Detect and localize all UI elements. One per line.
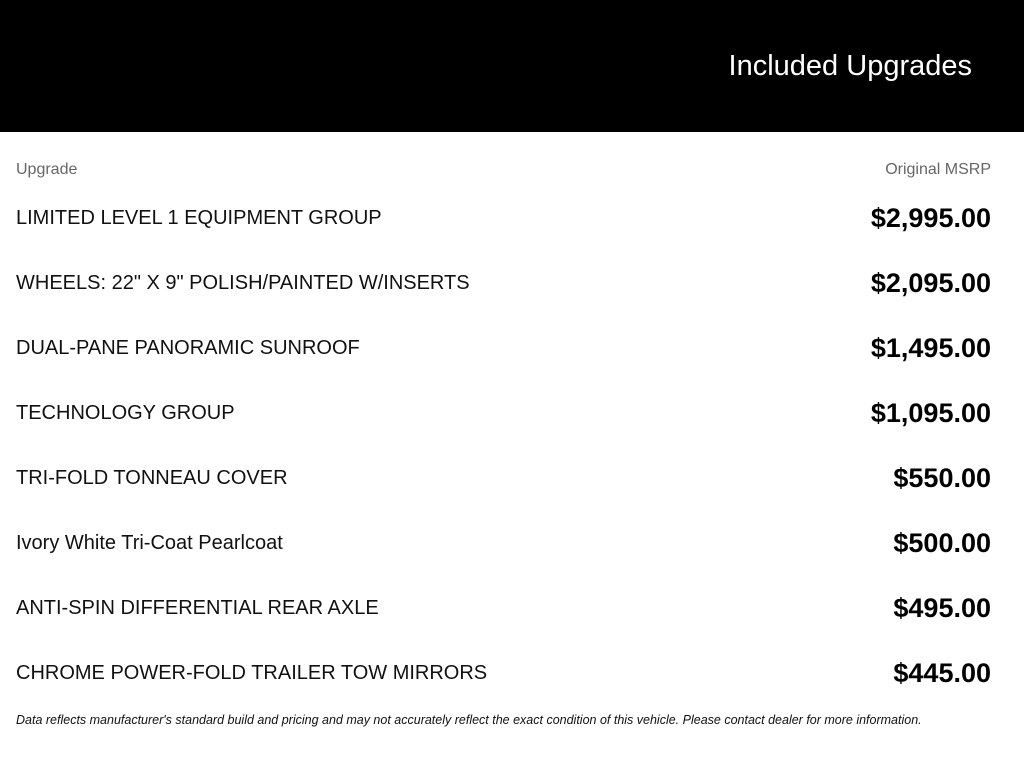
upgrade-price: $495.00 [893, 592, 991, 623]
column-header-upgrade: Upgrade [16, 161, 78, 178]
upgrade-name: WHEELS: 22" X 9" POLISH/PAINTED W/INSERTS [16, 271, 470, 294]
list-item [16, 315, 991, 380]
upgrade-price: $1,495.00 [870, 332, 991, 363]
upgrade-name: CHROME POWER-FOLD TRAILER TOW MIRRORS [16, 661, 488, 684]
disclaimer-text: Data reflects manufacturer's standard build and pricing and may not accurately reflect the exact condition of this vehicle. Please contact dealer for more information. [16, 713, 922, 727]
upgrade-name: TECHNOLOGY GROUP [16, 401, 235, 424]
upgrade-name: LIMITED LEVEL 1 EQUIPMENT GROUP [16, 206, 382, 229]
upgrade-name: ANTI-SPIN DIFFERENTIAL REAR AXLE [16, 596, 379, 619]
upgrade-price: $2,095.00 [870, 267, 991, 298]
upgrade-price: $550.00 [893, 462, 991, 493]
list-item [16, 380, 991, 445]
upgrade-price: $445.00 [893, 657, 991, 688]
upgrade-name: Ivory White Tri-Coat Pearlcoat [16, 531, 283, 554]
upgrade-name: DUAL-PANE PANORAMIC SUNROOF [16, 336, 360, 359]
upgrade-price: $2,995.00 [870, 202, 991, 233]
header-bar [0, 0, 1024, 132]
upgrade-name: TRI-FOLD TONNEAU COVER [16, 466, 288, 489]
list-item [16, 250, 991, 315]
column-headers [16, 160, 991, 180]
list-item [16, 445, 991, 510]
page-title: Included Upgrades [728, 50, 972, 82]
upgrades-list [16, 185, 991, 705]
column-header-msrp: Original MSRP [885, 161, 991, 178]
list-item [16, 510, 991, 575]
list-item [16, 185, 991, 250]
list-item [16, 640, 991, 705]
list-item [16, 575, 991, 640]
upgrade-price: $500.00 [893, 527, 991, 558]
upgrade-price: $1,095.00 [870, 397, 991, 428]
